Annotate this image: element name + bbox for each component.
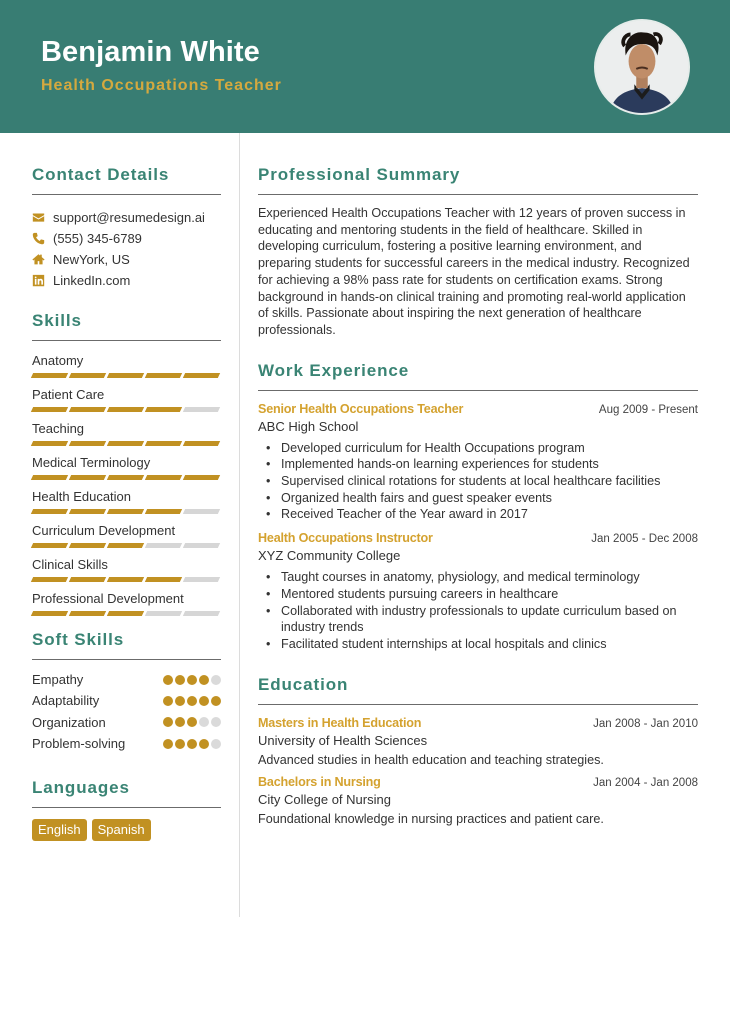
home-icon — [32, 253, 45, 266]
soft-skill-item — [32, 712, 221, 733]
skill-label: Medical Terminology — [32, 455, 151, 470]
skill-level-segment — [145, 543, 182, 548]
skill-level-segment — [145, 509, 182, 514]
skill-level-segment — [31, 475, 68, 480]
soft-skills-section — [32, 630, 221, 754]
skill-level-bar — [32, 543, 221, 548]
job-entry — [258, 531, 698, 653]
rating-dot-icon — [187, 739, 197, 749]
soft-skill-item — [32, 669, 221, 690]
job-bullet: • Implemented hands-on learning experiences for students — [258, 456, 698, 473]
section-divider — [32, 340, 221, 341]
rating-dot-icon — [199, 739, 209, 749]
rating-dot-icon — [211, 717, 221, 727]
education-description: Foundational knowledge in nursing practices and patient care. — [258, 811, 604, 826]
language-badge: Spanish — [92, 819, 151, 841]
section-divider — [258, 390, 698, 391]
skill-level-segment — [183, 543, 220, 548]
skill-level-segment — [183, 407, 220, 412]
skill-level-segment — [31, 611, 68, 616]
skill-level-segment — [107, 611, 144, 616]
skill-level-segment — [145, 407, 182, 412]
degree-title: Masters in Health Education — [258, 715, 422, 730]
skill-level-segment — [183, 441, 220, 446]
rating-dot-icon — [199, 675, 209, 685]
skill-label: Curriculum Development — [32, 523, 176, 538]
rating-dot-icon — [175, 675, 185, 685]
skill-level-segment — [107, 577, 144, 582]
skill-label: Anatomy — [32, 353, 84, 368]
job-title: Health Occupations Instructor — [258, 531, 433, 546]
skill-level-segment — [107, 509, 144, 514]
contact-linkedin[interactable] — [32, 270, 221, 291]
soft-skill-item — [32, 733, 221, 754]
skill-label: Teaching — [32, 421, 85, 436]
skill-level-segment — [31, 543, 68, 548]
skill-level-segment — [145, 441, 182, 446]
job-organization: XYZ Community College — [258, 548, 401, 564]
soft-skill-label: Problem-solving — [32, 736, 126, 752]
experience-heading: Work Experience — [258, 360, 410, 380]
job-bullet: • Supervised clinical rotations for students at local healthcare facilities — [258, 473, 698, 490]
job-bullets — [258, 440, 698, 524]
skill-level-segment — [69, 543, 106, 548]
envelope-icon — [32, 211, 45, 224]
skill-level-segment — [145, 373, 182, 378]
skill-item — [32, 454, 221, 480]
languages-section — [32, 778, 221, 841]
summary-heading: Professional Summary — [258, 165, 461, 184]
skill-label: Professional Development — [32, 591, 184, 606]
rating-dot-icon — [163, 675, 173, 685]
skill-level-segment — [31, 509, 68, 514]
school-name: University of Health Sciences — [258, 732, 428, 748]
skills-list — [32, 352, 221, 616]
job-bullet: • Mentored students pursuing careers in healthcare — [258, 586, 698, 603]
contact-location — [32, 249, 221, 270]
skill-level-bar — [32, 441, 221, 446]
summary-section — [258, 165, 698, 339]
education-section — [258, 675, 698, 826]
sidebar — [32, 133, 221, 841]
experience-section — [258, 361, 698, 653]
skill-level-segment — [31, 577, 68, 582]
skill-item — [32, 488, 221, 514]
job-dates: Jan 2005 - Dec 2008 — [591, 533, 698, 546]
skill-item — [32, 522, 221, 548]
section-divider — [258, 704, 698, 705]
job-organization: ABC High School — [258, 418, 359, 434]
skill-level-bar — [32, 475, 221, 480]
linkedin-icon — [32, 274, 45, 287]
degree-title: Bachelors in Nursing — [258, 774, 381, 789]
education-dates: Jan 2004 - Jan 2008 — [593, 776, 698, 789]
job-title: Senior Health Occupations Teacher — [258, 401, 464, 416]
language-badge: English — [32, 819, 87, 841]
rating-dot-icon — [211, 696, 221, 706]
skill-level-segment — [31, 373, 68, 378]
skill-level-segment — [183, 577, 220, 582]
skills-heading: Skills — [32, 311, 82, 330]
education-entry — [258, 775, 698, 826]
skill-label: Patient Care — [32, 387, 105, 402]
summary-text: Experienced Health Occupations Teacher with 12 years of proven success in educating and mentoring students in the field of healthcare. Skilled in developing curriculum, fostering a positive learning environment, and preparing students for successful careers in the medical industry. Recognized for achieving a 98% pass rate for students on certification exams. Strong background in hands-on clinical training and promoting real-world application of skills. Passionate about inspiring the next generation of healthcare professionals. — [258, 206, 690, 337]
soft-skill-item — [32, 690, 221, 711]
soft-skill-label: Adaptability — [32, 693, 100, 709]
soft-skills-heading: Soft Skills — [32, 630, 125, 649]
rating-dot-icon — [199, 696, 209, 706]
languages-heading: Languages — [32, 778, 130, 798]
contact-heading: Contact Details — [32, 165, 170, 184]
education-dates: Jan 2008 - Jan 2010 — [593, 717, 698, 730]
phone-icon — [32, 232, 45, 245]
candidate-name: Benjamin White — [41, 36, 260, 68]
skill-level-segment — [69, 475, 106, 480]
main-content — [258, 133, 698, 826]
soft-skill-label: Empathy — [32, 672, 84, 688]
education-heading: Education — [258, 674, 349, 694]
skill-level-bar — [32, 509, 221, 514]
education-entry — [258, 716, 698, 767]
soft-skill-rating — [163, 675, 221, 685]
soft-skill-rating — [163, 739, 221, 749]
skill-level-segment — [69, 441, 106, 446]
soft-skill-label: Organization — [32, 714, 106, 730]
section-divider — [32, 194, 221, 195]
rating-dot-icon — [199, 717, 209, 727]
skill-level-bar — [32, 407, 221, 412]
contact-linkedin-text: LinkedIn.com — [53, 273, 131, 288]
skill-item — [32, 352, 221, 378]
skill-label: Health Education — [32, 489, 132, 504]
rating-dot-icon — [163, 739, 173, 749]
skill-level-bar — [32, 373, 221, 378]
skill-level-bar — [32, 577, 221, 582]
skill-level-segment — [107, 475, 144, 480]
job-bullet: • Developed curriculum for Health Occupations program — [258, 440, 698, 457]
column-divider — [239, 133, 240, 917]
job-bullet: • Collaborated with industry professionals to update curriculum based on industry trends — [258, 603, 698, 636]
rating-dot-icon — [187, 675, 197, 685]
job-dates: Aug 2009 - Present — [598, 403, 698, 416]
section-divider — [32, 659, 221, 660]
contact-email[interactable] — [32, 207, 221, 228]
skill-level-segment — [145, 577, 182, 582]
profile-photo-icon — [596, 21, 688, 113]
skill-level-segment — [145, 475, 182, 480]
soft-skills-list — [32, 669, 221, 754]
candidate-title: Health Occupations Teacher — [41, 77, 282, 94]
rating-dot-icon — [163, 696, 173, 706]
school-name: City College of Nursing — [258, 791, 391, 807]
section-divider — [258, 194, 698, 195]
languages-list — [32, 819, 221, 841]
skill-level-segment — [183, 611, 220, 616]
skill-level-segment — [145, 611, 182, 616]
rating-dot-icon — [163, 717, 173, 727]
rating-dot-icon — [175, 717, 185, 727]
contact-email-text: support@resumedesign.ai — [53, 210, 205, 225]
job-bullet: • Organized health fairs and guest speaker events — [258, 490, 698, 507]
contact-phone[interactable] — [32, 228, 221, 249]
skill-level-segment — [107, 441, 144, 446]
soft-skill-rating — [163, 696, 221, 706]
rating-dot-icon — [175, 696, 185, 706]
contact-phone-text: (555) 345-6789 — [53, 231, 142, 246]
skill-level-segment — [107, 543, 144, 548]
rating-dot-icon — [187, 696, 197, 706]
skill-level-segment — [107, 407, 144, 412]
rating-dot-icon — [211, 675, 221, 685]
skill-level-segment — [183, 475, 220, 480]
contact-section — [32, 165, 221, 291]
resume-header — [0, 0, 730, 133]
education-description: Advanced studies in health education and teaching strategies. — [258, 752, 604, 767]
skill-level-segment — [69, 509, 106, 514]
job-entry — [258, 402, 698, 524]
skill-level-segment — [69, 373, 106, 378]
skill-level-bar — [32, 611, 221, 616]
job-bullet: • Facilitated student internships at local hospitals and clinics — [258, 636, 698, 653]
soft-skill-rating — [163, 717, 221, 727]
job-bullet: • Taught courses in anatomy, physiology, and medical terminology — [258, 569, 698, 586]
skill-level-segment — [107, 373, 144, 378]
skill-label: Clinical Skills — [32, 557, 108, 572]
job-bullets — [258, 569, 698, 653]
skill-level-segment — [69, 577, 106, 582]
skill-item — [32, 386, 221, 412]
skill-level-segment — [69, 407, 106, 412]
skill-item — [32, 590, 221, 616]
skills-section — [32, 311, 221, 616]
skill-item — [32, 420, 221, 446]
avatar — [594, 19, 690, 115]
skill-level-segment — [31, 407, 68, 412]
rating-dot-icon — [211, 739, 221, 749]
skill-level-segment — [183, 373, 220, 378]
skill-level-segment — [69, 611, 106, 616]
skill-level-segment — [31, 441, 68, 446]
rating-dot-icon — [187, 717, 197, 727]
job-bullet: • Received Teacher of the Year award in 2017 — [258, 506, 698, 523]
contact-location-text: NewYork, US — [53, 252, 130, 267]
section-divider — [32, 807, 221, 808]
skill-level-segment — [183, 509, 220, 514]
rating-dot-icon — [175, 739, 185, 749]
skill-item — [32, 556, 221, 582]
